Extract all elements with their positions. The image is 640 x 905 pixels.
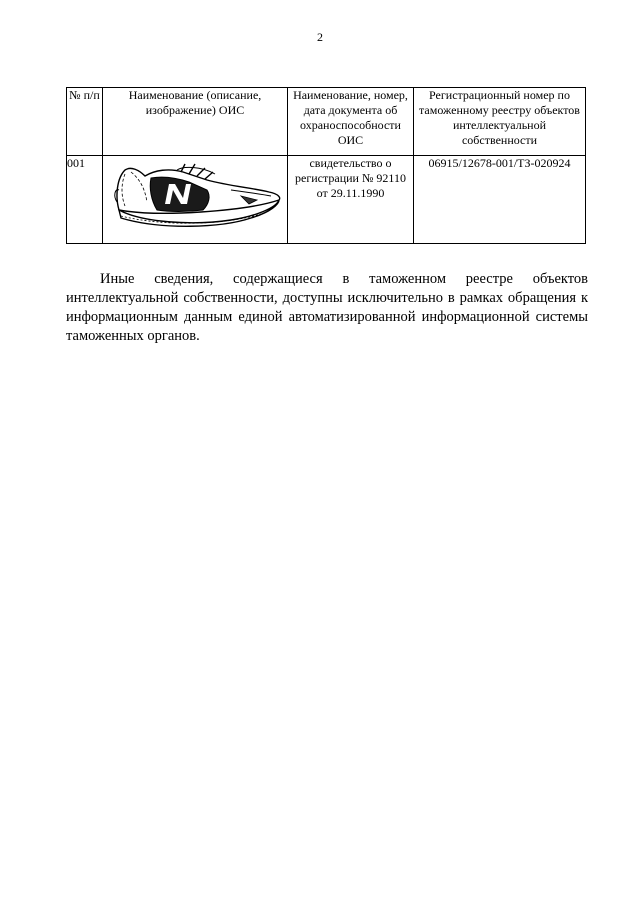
table-header-row [67, 88, 586, 156]
sneaker-n-logo-icon [111, 160, 283, 236]
ip-registry-table [66, 87, 586, 244]
header-ip-description: Наименование (описание, изображение) ОИС [103, 88, 288, 156]
header-protection-document: Наименование, номер, дата документа об охраноспособности ОИС [288, 88, 414, 156]
page-number: 2 [317, 30, 323, 44]
protection-document: свидетельство о регистрации № 92110 от 29.11.1990 [288, 156, 414, 244]
row-number: 001 [67, 156, 103, 244]
header-number: № п/п [67, 88, 103, 156]
header-registration-number: Регистрационный номер по таможенному реестру объектов интеллектуальной собственности [414, 88, 586, 156]
registration-number: 06915/12678-001/ТЗ-020924 [414, 156, 586, 244]
ip-image-cell [103, 156, 288, 244]
additional-info-paragraph: Иные сведения, содержащиеся в таможенном реестре объектов интеллектуальной собственности, доступны исключительно в рамках обращения к информационным данным единой автоматизированной информационной системы таможенных органов. [66, 271, 588, 344]
table-row [67, 156, 586, 244]
